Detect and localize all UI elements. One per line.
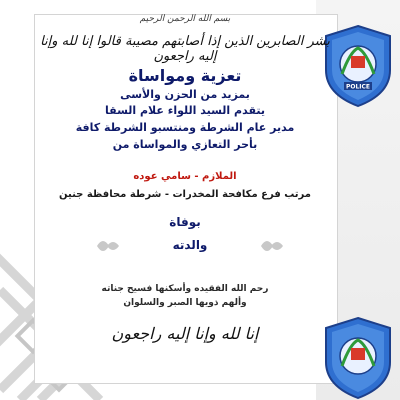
closing-calligraphy: إنا لله وإنا إليه راجعون: [111, 324, 259, 343]
quran-verse-calligraphy: بشر الصابرين الذين إذا أصابتهم مصيبة قالوا إنا لله وإنا إليه راجعون: [40, 34, 330, 64]
officer-name: الملازم - سامي عوده: [133, 171, 237, 182]
prayer-line: وألهم ذويها الصبر والسلوان: [123, 298, 247, 308]
police-label: POLICE: [345, 83, 371, 91]
card-line: يتقدم السيد اللواء علام السقا: [105, 104, 265, 117]
card-title: تعزية ومواساة: [128, 66, 242, 85]
ornament-icon: [259, 234, 285, 258]
deceased-relation: والدته: [172, 238, 208, 252]
card-line: بأحر التعازي والمواساة من: [112, 138, 258, 151]
death-announcement: بوفاة: [169, 215, 201, 229]
deceased-row: [95, 234, 285, 258]
officer-position: مرتب فرع مكافحة المخدرات - شرطة محافظة جنين: [59, 189, 311, 200]
ornament-icon: [95, 234, 121, 258]
prayer-line: رحم الله الفقيده وأسكنها فسيح جناته: [101, 284, 269, 294]
card-line: بمزيد من الحزن والأسى: [120, 88, 250, 101]
card-line: مدير عام الشرطة ومنتسبو الشرطة كافة: [75, 121, 295, 134]
basmala-calligraphy: بسم الله الرحمن الرحيم: [139, 14, 231, 24]
